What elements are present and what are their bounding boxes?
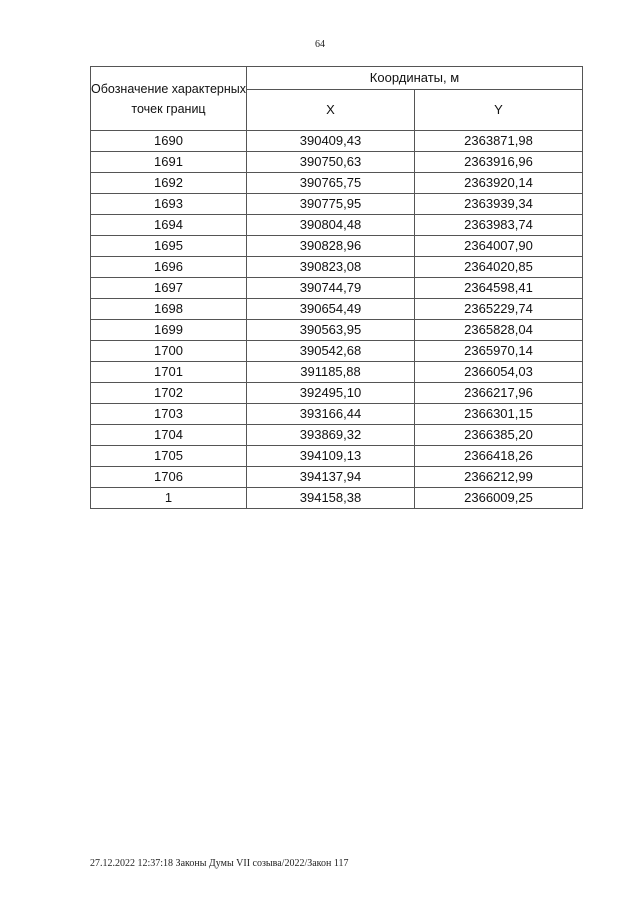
y-header: Y bbox=[415, 90, 583, 131]
y-cell: 2366217,96 bbox=[415, 383, 583, 404]
point-cell: 1699 bbox=[91, 320, 247, 341]
table-row bbox=[91, 194, 583, 215]
point-cell: 1701 bbox=[91, 362, 247, 383]
coordinates-header: Координаты, м bbox=[247, 67, 583, 90]
x-cell: 390804,48 bbox=[247, 215, 415, 236]
table-row bbox=[91, 299, 583, 320]
point-cell: 1702 bbox=[91, 383, 247, 404]
x-cell: 391185,88 bbox=[247, 362, 415, 383]
x-cell: 390750,63 bbox=[247, 152, 415, 173]
x-cell: 393869,32 bbox=[247, 425, 415, 446]
y-cell: 2366385,20 bbox=[415, 425, 583, 446]
point-designation-header: Обозначение характерных точек границ bbox=[91, 67, 247, 131]
x-cell: 390775,95 bbox=[247, 194, 415, 215]
point-cell: 1698 bbox=[91, 299, 247, 320]
x-cell: 390823,08 bbox=[247, 257, 415, 278]
table-body bbox=[91, 131, 583, 509]
point-cell: 1706 bbox=[91, 467, 247, 488]
table-row bbox=[91, 404, 583, 425]
x-header: X bbox=[247, 90, 415, 131]
table-row bbox=[91, 341, 583, 362]
point-cell: 1700 bbox=[91, 341, 247, 362]
x-cell: 394109,13 bbox=[247, 446, 415, 467]
x-cell: 393166,44 bbox=[247, 404, 415, 425]
y-cell: 2363916,96 bbox=[415, 152, 583, 173]
y-cell: 2366009,25 bbox=[415, 488, 583, 509]
coordinates-table bbox=[90, 66, 583, 509]
point-cell: 1695 bbox=[91, 236, 247, 257]
y-cell: 2366418,26 bbox=[415, 446, 583, 467]
table-row bbox=[91, 278, 583, 299]
table-row bbox=[91, 446, 583, 467]
table-row bbox=[91, 131, 583, 152]
y-cell: 2364598,41 bbox=[415, 278, 583, 299]
y-cell: 2364020,85 bbox=[415, 257, 583, 278]
y-cell: 2366212,99 bbox=[415, 467, 583, 488]
point-cell: 1690 bbox=[91, 131, 247, 152]
table-row bbox=[91, 362, 583, 383]
page-number: 64 bbox=[315, 39, 325, 50]
y-cell: 2366054,03 bbox=[415, 362, 583, 383]
table-row bbox=[91, 152, 583, 173]
table-row bbox=[91, 257, 583, 278]
table-row bbox=[91, 488, 583, 509]
table-row bbox=[91, 236, 583, 257]
x-cell: 390654,49 bbox=[247, 299, 415, 320]
y-cell: 2364007,90 bbox=[415, 236, 583, 257]
y-cell: 2365828,04 bbox=[415, 320, 583, 341]
point-cell: 1693 bbox=[91, 194, 247, 215]
point-cell: 1691 bbox=[91, 152, 247, 173]
table-row bbox=[91, 383, 583, 404]
point-cell: 1704 bbox=[91, 425, 247, 446]
x-cell: 390409,43 bbox=[247, 131, 415, 152]
point-cell: 1705 bbox=[91, 446, 247, 467]
point-cell: 1 bbox=[91, 488, 247, 509]
y-cell: 2365970,14 bbox=[415, 341, 583, 362]
y-cell: 2366301,15 bbox=[415, 404, 583, 425]
x-cell: 394137,94 bbox=[247, 467, 415, 488]
x-cell: 390828,96 bbox=[247, 236, 415, 257]
point-cell: 1703 bbox=[91, 404, 247, 425]
x-cell: 390542,68 bbox=[247, 341, 415, 362]
table-row bbox=[91, 215, 583, 236]
point-cell: 1697 bbox=[91, 278, 247, 299]
x-cell: 390765,75 bbox=[247, 173, 415, 194]
table-row bbox=[91, 425, 583, 446]
y-cell: 2363871,98 bbox=[415, 131, 583, 152]
x-cell: 392495,10 bbox=[247, 383, 415, 404]
x-cell: 390563,95 bbox=[247, 320, 415, 341]
y-cell: 2365229,74 bbox=[415, 299, 583, 320]
footer-stamp: 27.12.2022 12:37:18 Законы Думы VII созыва/2022/Закон 117 bbox=[90, 858, 349, 869]
point-cell: 1696 bbox=[91, 257, 247, 278]
point-cell: 1694 bbox=[91, 215, 247, 236]
table-row bbox=[91, 320, 583, 341]
y-cell: 2363920,14 bbox=[415, 173, 583, 194]
table-row bbox=[91, 173, 583, 194]
x-cell: 394158,38 bbox=[247, 488, 415, 509]
table-row bbox=[91, 467, 583, 488]
x-cell: 390744,79 bbox=[247, 278, 415, 299]
point-cell: 1692 bbox=[91, 173, 247, 194]
y-cell: 2363939,34 bbox=[415, 194, 583, 215]
y-cell: 2363983,74 bbox=[415, 215, 583, 236]
